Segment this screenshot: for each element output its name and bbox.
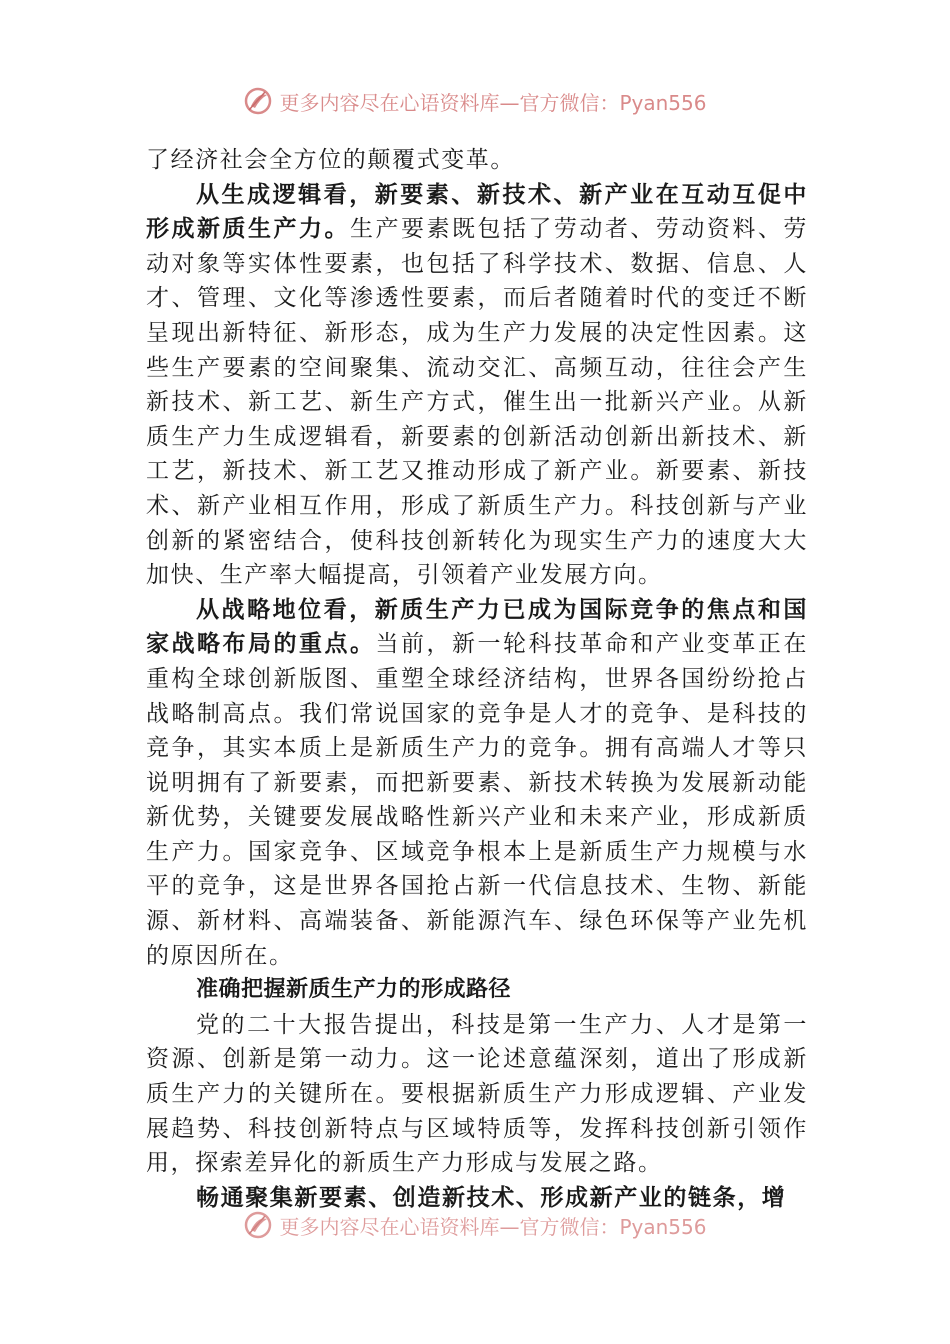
watermark-text: 更多内容尽在心语资料库—官方微信：Pyan556 (279, 1214, 707, 1239)
paragraph-text: 了经济社会全方位的颠覆式变革。 (146, 147, 515, 173)
paragraph-lead: 畅通聚集新要素、创造新技术、形成新产业的链条，增 (196, 1183, 787, 1211)
paragraph-lead: 从生成逻辑看，新要素、新技术、新产业在互动互促中形成新质生产力。 (146, 180, 808, 243)
paragraph-strategic-position (146, 593, 808, 974)
document-body (146, 143, 808, 1215)
paragraph-text: 生产要素既包括了劳动者、劳动资料、劳动对象等实体性要素，也包括了科学技术、数据、信息、人才、管理、文化等渗透性要素，而后者随着时代的变迁不断呈现出新特征、新形态，成为生产力发展的决定性因素。这些生产要素的空间聚集、流动交汇、高频互动，往往会产生新技术、新工艺、新生产方式，催生出一批新兴产业。从新质生产力生成逻辑看，新要素的创新活动创新出新技术、新工艺，新技术、新工艺又推动形成了新产业。新要素、新技术、新产业相互作用，形成了新质生产力。科技创新与产业创新的紧密结合，使科技创新转化为现实生产力的速度大大加快、生产率大幅提高，引领着产业发展方向。 (146, 216, 808, 589)
watermark-top (0, 86, 950, 116)
watermark-text: 更多内容尽在心语资料库—官方微信：Pyan556 (279, 90, 707, 115)
watermark-bottom (0, 1210, 950, 1240)
paragraph-report (146, 1008, 808, 1181)
watermark-logo-icon (243, 1210, 273, 1240)
section-heading: 准确把握新质生产力的形成路径 (196, 977, 512, 1003)
paragraph-continuation (146, 143, 808, 178)
paragraph-text: 党的二十大报告提出，科技是第一生产力、人才是第一资源、创新是第一动力。这一论述意蕴深刻，道出了形成新质生产力的关键所在。要根据新质生产力形成逻辑、产业发展趋势、科技创新特点与区域特质等，发挥科技创新引领作用，探索差异化的新质生产力形成与发展之路。 (146, 1011, 808, 1177)
watermark-logo-icon (243, 86, 273, 116)
paragraph-text: 当前，新一轮科技革命和产业变革正在重构全球创新版图、重塑全球经济结构，世界各国纷纷抢占战略制高点。我们常说国家的竞争是人才的竞争、是科技的竞争，其实本质上是新质生产力的竞争。拥有高端人才等只说明拥有了新要素，而把新要素、新技术转换为发展新动能新优势，关键要发展战略性新兴产业和未来产业，形成新质生产力。国家竞争、区域竞争根本上是新质生产力规模与水平的竞争，这是世界各国抢占新一代信息技术、生物、新能源、新材料、高端装备、新能源汽车、绿色环保等产业先机的原因所在。 (146, 631, 808, 969)
paragraph-generation-logic (146, 178, 808, 593)
paragraph-lead: 从战略地位看，新质生产力已成为国际竞争的焦点和国家战略布局的重点。 (146, 595, 808, 658)
